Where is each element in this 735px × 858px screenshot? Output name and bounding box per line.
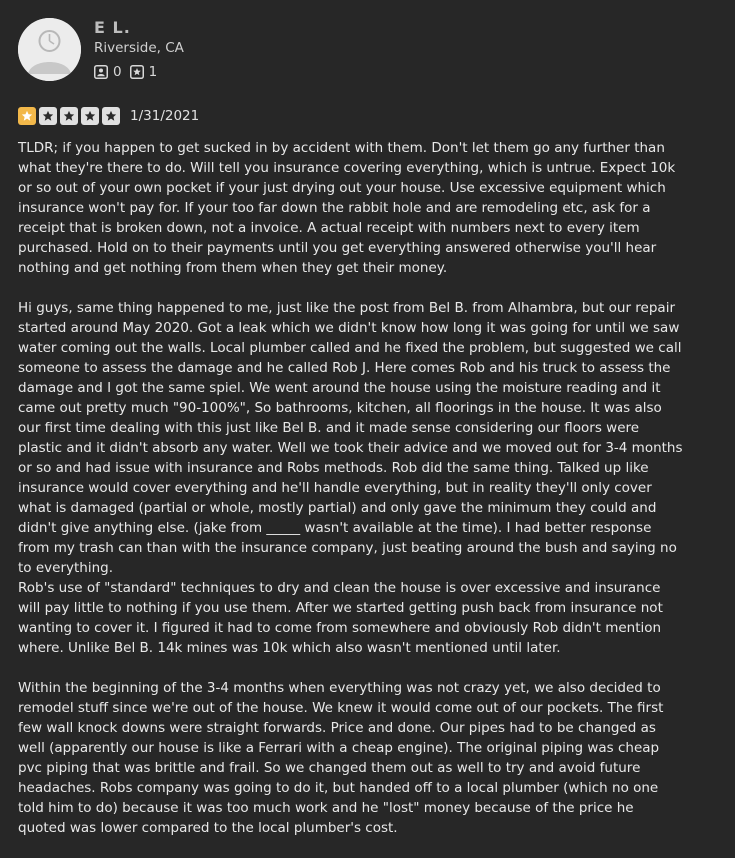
friends-stat [94, 64, 122, 80]
user-name[interactable]: E L. [94, 18, 131, 37]
star-empty-icon [39, 107, 57, 125]
user-stats [94, 64, 165, 80]
star-filled-icon [18, 107, 36, 125]
reviews-count: 1 [148, 64, 158, 80]
user-location: Riverside, CA [94, 40, 184, 56]
friends-count: 0 [113, 64, 122, 80]
star-empty-icon [60, 107, 78, 125]
friends-icon [94, 65, 108, 79]
star-empty-icon [102, 107, 120, 125]
review-paragraph: Hi guys, same thing happened to me, just like the post from Bel B. from Alhambra, but our repair started around May 2020. Got a leak which we didn't know how long it was going for until we saw water coming out the walls. Local plumber called and he fixed the problem, but suggested we call someone to assess the damage and he called Rob J. Here comes Rob and his truck to assess the damage and I got the same spiel. We went around the house using the moisture reading and it came out pretty much "90-100%", So bathrooms, kitchen, all floorings in the house. It was also our first time dealing with this just like Bel B. and it made sense considering our floors were plastic and it didn't absorb any water. Well we took their advice and we moved out for 3-4 months or so and had issue with insurance and Robs methods. Rob did the same thing. Talked up like insurance would cover everything and he'll handle everything, but in reality they'll only cover what is damaged (partial or whole, mostly partial) and only gave the minimum they could and didn't give anything else. (jake from _____ wasn't available at the time). I had better response from my trash can than with the insurance company, just beating around the bush and saying no to everything. Rob's use of "standard" techniques to dry and clean the house is over excessive and insurance will pay little to nothing if you use them. After we started getting push back from insurance not wanting to cover it. I figured it had to come from somewhere and obviously Rob didn't mention where. Unlike Bel B. 14k mines was 10k which also wasn't mentioned until later. [18, 300, 683, 656]
star-empty-icon [81, 107, 99, 125]
review-paragraph: Within the beginning of the 3-4 months when everything was not crazy yet, we also decided to remodel stuff since we're out of the house. We knew it would come out of our pockets. The first few wall knock downs were straight forwards. Price and done. Our pipes had to be changed as well (apparently our house is like a Ferrari with a cheap engine). The original piping was cheap pvc piping that was brittle and frail. So we changed them out as well to try and avoid future headaches. Robs company was going to do it, but handed off to a local plumber (which no one told him to do) because it was too much work and he "lost" money because of the price he quoted was lower compared to the local plumber's cost. [18, 680, 664, 836]
review-rating [18, 107, 199, 125]
review-paragraph: TLDR; if you happen to get sucked in by accident with them. Don't let them go any further than what they're there to do. Will tell you insurance covering everything, which is untrue. Expect 10k or so out of your own pocket if your just drying out your house. Use excessive equipment which insurance won't pay for. If your too far down the rabbit hole and are remodeling etc, ask for a receipt that is broken down, not a invoice. A actual receipt with numbers next to every item purchased. Hold on to their payments until you get everything answered otherwise you'll hear nothing and get nothing from them when they get their money. [18, 140, 676, 276]
default-avatar-icon [18, 18, 81, 81]
review-date: 1/31/2021 [130, 108, 200, 124]
star-rating [18, 107, 123, 125]
review-star-icon [130, 65, 144, 79]
user-avatar[interactable] [18, 18, 81, 81]
review-body [18, 138, 683, 858]
reviews-stat [130, 64, 158, 80]
